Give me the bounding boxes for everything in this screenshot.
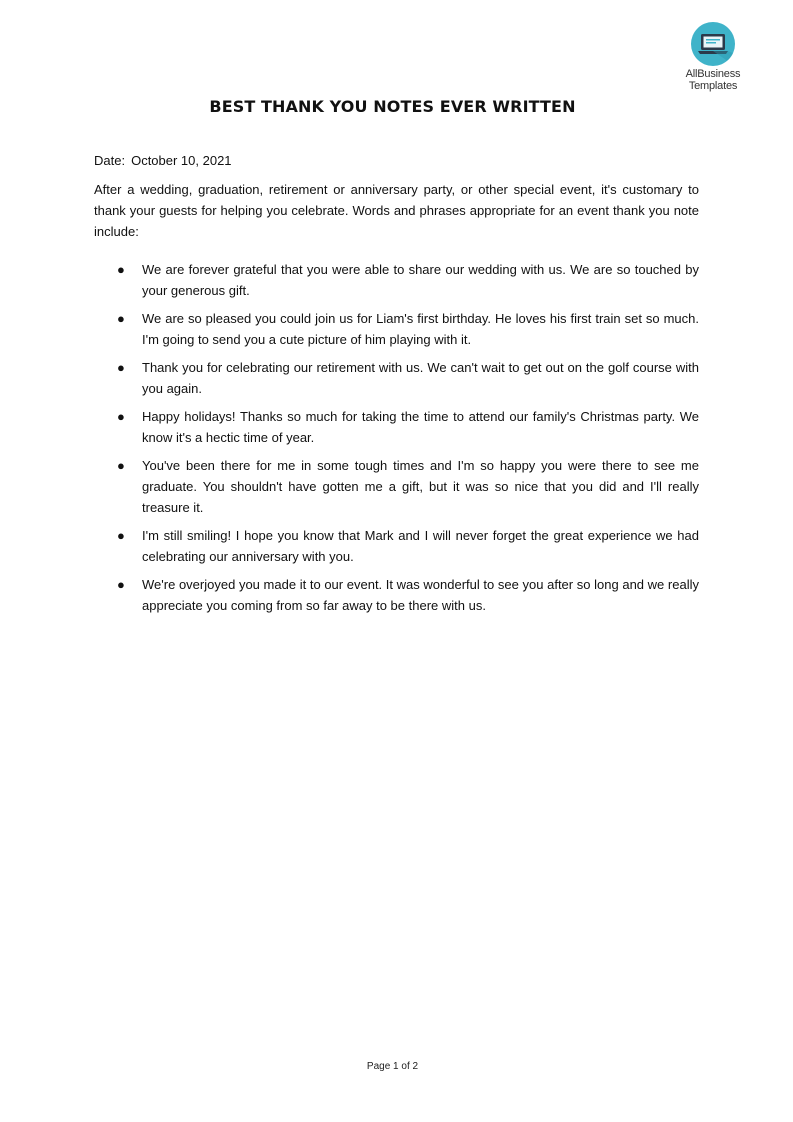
intro-paragraph: After a wedding, graduation, retirement or anniversary party, or other special event, it's customary to thank your guests for helping you celebrate. Words and phrases appropriate for an event thank you note include: <box>94 182 699 239</box>
bullet-icon: ● <box>117 360 125 375</box>
logo-text <box>680 68 746 92</box>
date-line <box>94 150 699 171</box>
document-title: BEST THANK YOU NOTES EVER WRITTEN <box>209 97 576 116</box>
note-text: Happy holidays! Thanks so much for taking the time to attend our family's Christmas party. We know it's a hectic time of year. <box>142 409 699 445</box>
logo-line-1: AllBusiness <box>685 68 741 80</box>
note-text: Thank you for celebrating our retirement with us. We can't wait to get out on the golf course with you again. <box>142 360 699 396</box>
date-value: October 10, 2021 <box>131 153 232 168</box>
bullet-icon: ● <box>117 409 125 424</box>
list-item <box>94 406 699 448</box>
bullet-icon: ● <box>117 577 125 592</box>
list-item <box>94 574 699 616</box>
page-number: Page 1 of 2 <box>366 1061 419 1072</box>
list-item <box>94 455 699 518</box>
document-body <box>94 150 699 623</box>
laptop-icon <box>691 22 735 66</box>
date-label: Date: <box>94 153 126 168</box>
note-text: I'm still smiling! I hope you know that Mark and I will never forget the great experience we had celebrating our anniversary with you. <box>142 528 699 564</box>
logo-circle <box>691 22 735 66</box>
list-item <box>94 308 699 350</box>
bullet-icon: ● <box>117 458 125 473</box>
note-text: You've been there for me in some tough times and I'm so happy you were there to see me graduate. You shouldn't have gotten me a gift, but it was so nice that you did and I'll really treasure it. <box>142 458 699 515</box>
list-item <box>94 259 699 301</box>
bullet-icon: ● <box>117 311 125 326</box>
thank-you-notes-list <box>94 259 699 616</box>
note-text: We're overjoyed you made it to our event. It was wonderful to see you after so long and we really appreciate you coming from so far away to be there with us. <box>142 577 699 613</box>
list-item <box>94 357 699 399</box>
note-text: We are forever grateful that you were able to share our wedding with us. We are so touched by your generous gift. <box>142 262 699 298</box>
bullet-icon: ● <box>117 262 125 277</box>
bullet-icon: ● <box>117 528 125 543</box>
logo-line-2: Templates <box>688 80 738 92</box>
note-text: We are so pleased you could join us for Liam's first birthday. He loves his first train set so much. I'm going to send you a cute picture of him playing with it. <box>142 311 699 347</box>
list-item <box>94 525 699 567</box>
brand-logo[interactable] <box>680 22 746 92</box>
